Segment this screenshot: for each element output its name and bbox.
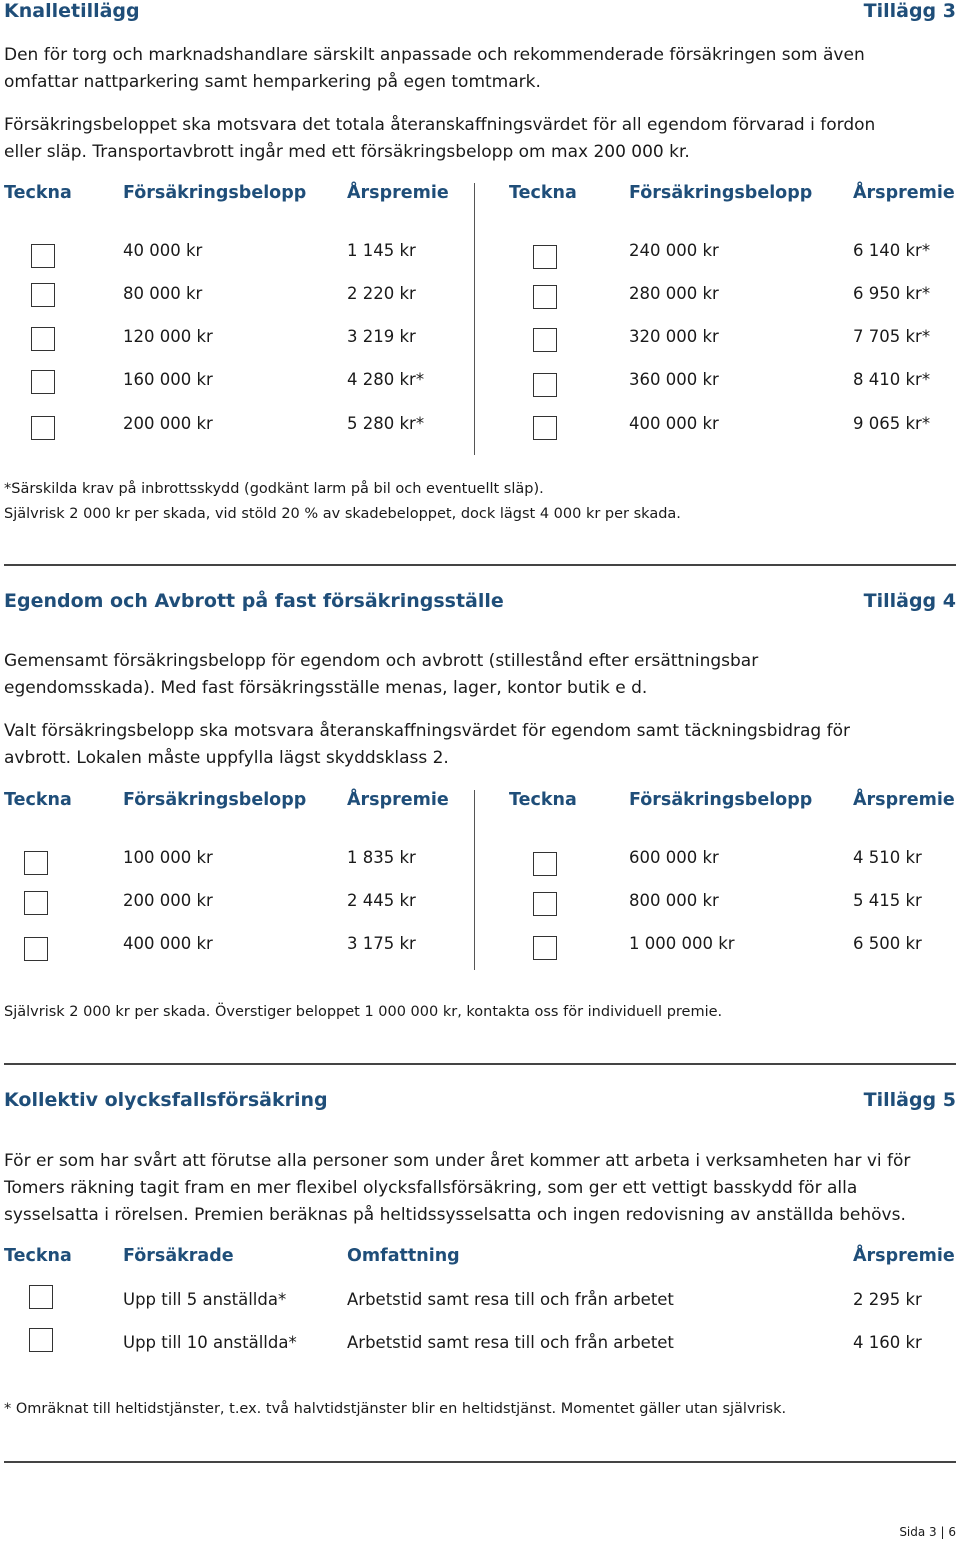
section-tag: Tillägg 5 bbox=[863, 1089, 956, 1111]
amount-cell: 400 000 kr bbox=[123, 934, 213, 953]
checkbox[interactable] bbox=[31, 370, 55, 394]
premium-cell: 1 835 kr bbox=[347, 848, 416, 867]
checkbox[interactable] bbox=[31, 416, 55, 440]
amount-cell: 40 000 kr bbox=[123, 241, 203, 260]
checkbox[interactable] bbox=[24, 891, 48, 915]
page-number: Sida 3 | 6 bbox=[899, 1525, 956, 1539]
premium-cell: 4 280 kr* bbox=[347, 370, 425, 389]
column-divider bbox=[474, 790, 475, 970]
premium-cell: 5 280 kr* bbox=[347, 414, 425, 433]
premium-cell: 2 295 kr bbox=[853, 1290, 922, 1309]
column-header: Omfattning bbox=[347, 1246, 460, 1266]
column-header: Försäkringsbelopp bbox=[123, 183, 307, 203]
premium-cell: 3 175 kr bbox=[347, 934, 416, 953]
footnote: Självrisk 2 000 kr per skada, vid stöld 20 % av skadebeloppet, dock lägst 4 000 kr per skada. bbox=[4, 506, 681, 522]
checkbox[interactable] bbox=[533, 328, 557, 352]
coverage-cell: Arbetstid samt resa till och från arbetet bbox=[347, 1290, 674, 1309]
amount-cell: 240 000 kr bbox=[629, 241, 719, 260]
checkbox[interactable] bbox=[533, 245, 557, 269]
column-header: Försäkringsbelopp bbox=[123, 790, 307, 810]
amount-cell: 200 000 kr bbox=[123, 891, 213, 910]
column-header: Årspremie bbox=[347, 183, 449, 203]
amount-cell: 200 000 kr bbox=[123, 414, 213, 433]
paragraph-line: För er som har svårt att förutse alla personer som under året kommer att arbeta i verksamheten har vi för bbox=[4, 1151, 911, 1171]
paragraph-line: Gemensamt försäkringsbelopp för egendom och avbrott (stillestånd efter ersättningsbar bbox=[4, 651, 759, 671]
premium-cell: 2 445 kr bbox=[347, 891, 416, 910]
premium-cell: 2 220 kr bbox=[347, 284, 416, 303]
paragraph-line: omfattar nattparkering samt hemparkering på egen tomtmark. bbox=[4, 72, 541, 92]
amount-cell: 100 000 kr bbox=[123, 848, 213, 867]
amount-cell: 360 000 kr bbox=[629, 370, 719, 389]
premium-cell: 5 415 kr bbox=[853, 891, 922, 910]
paragraph-line: Försäkringsbeloppet ska motsvara det totala återanskaffningsvärdet för all egendom förvarad i fordon bbox=[4, 115, 876, 135]
checkbox[interactable] bbox=[29, 1285, 53, 1309]
section-title: Kollektiv olycksfallsförsäkring bbox=[4, 1089, 328, 1111]
amount-cell: 320 000 kr bbox=[629, 327, 719, 346]
premium-cell: 7 705 kr* bbox=[853, 327, 931, 346]
checkbox[interactable] bbox=[24, 937, 48, 961]
premium-cell: 4 510 kr bbox=[853, 848, 922, 867]
checkbox[interactable] bbox=[31, 327, 55, 351]
insured-cell: Upp till 10 anställda* bbox=[123, 1333, 297, 1352]
premium-cell: 4 160 kr bbox=[853, 1333, 922, 1352]
premium-cell: 8 410 kr* bbox=[853, 370, 931, 389]
column-header: Årspremie bbox=[347, 790, 449, 810]
section-divider bbox=[4, 1063, 956, 1065]
checkbox[interactable] bbox=[533, 852, 557, 876]
premium-cell: 1 145 kr bbox=[347, 241, 416, 260]
paragraph-line: Den för torg och marknadshandlare särskilt anpassade och rekommenderade försäkringen som även bbox=[4, 45, 865, 65]
checkbox[interactable] bbox=[533, 285, 557, 309]
amount-cell: 160 000 kr bbox=[123, 370, 213, 389]
paragraph-line: egendomsskada). Med fast försäkringsställe menas, lager, kontor butik e d. bbox=[4, 678, 648, 698]
checkbox[interactable] bbox=[24, 851, 48, 875]
column-header: Årspremie bbox=[853, 790, 955, 810]
column-header: Årspremie bbox=[853, 1246, 955, 1266]
checkbox[interactable] bbox=[31, 244, 55, 268]
footnote: *Särskilda krav på inbrottsskydd (godkänt larm på bil och eventuellt släp). bbox=[4, 481, 544, 497]
column-header: Teckna bbox=[4, 183, 72, 203]
checkbox[interactable] bbox=[31, 283, 55, 307]
premium-cell: 6 500 kr bbox=[853, 934, 922, 953]
column-header: Försäkrade bbox=[123, 1246, 234, 1266]
paragraph-line: Tomers räkning tagit fram en mer flexibel olycksfallsförsäkring, som ger ett vettigt basskydd för alla bbox=[4, 1178, 858, 1198]
premium-cell: 9 065 kr* bbox=[853, 414, 931, 433]
footnote: * Omräknat till heltidstjänster, t.ex. två halvtidstjänster blir en heltidstjänst. Momentet gäller utan självrisk. bbox=[4, 1401, 787, 1417]
column-header: Teckna bbox=[509, 183, 577, 203]
paragraph-line: sysselsatta i rörelsen. Premien beräknas på heltidssysselsatta och ingen redovisning av anställda behövs. bbox=[4, 1205, 906, 1225]
column-header: Teckna bbox=[4, 790, 72, 810]
column-header: Försäkringsbelopp bbox=[629, 183, 813, 203]
checkbox[interactable] bbox=[533, 892, 557, 916]
checkbox[interactable] bbox=[29, 1328, 53, 1352]
amount-cell: 800 000 kr bbox=[629, 891, 719, 910]
column-header: Teckna bbox=[4, 1246, 72, 1266]
section-title: Egendom och Avbrott på fast försäkringsställe bbox=[4, 590, 504, 612]
premium-cell: 3 219 kr bbox=[347, 327, 416, 346]
insured-cell: Upp till 5 anställda* bbox=[123, 1290, 287, 1309]
amount-cell: 120 000 kr bbox=[123, 327, 213, 346]
amount-cell: 600 000 kr bbox=[629, 848, 719, 867]
section-tag: Tillägg 3 bbox=[863, 0, 956, 22]
column-divider bbox=[474, 183, 475, 455]
section-divider bbox=[4, 1461, 956, 1463]
amount-cell: 1 000 000 kr bbox=[629, 934, 735, 953]
premium-cell: 6 950 kr* bbox=[853, 284, 931, 303]
paragraph-line: avbrott. Lokalen måste uppfylla lägst skyddsklass 2. bbox=[4, 748, 449, 768]
paragraph-line: Valt försäkringsbelopp ska motsvara återanskaffningsvärdet för egendom samt täckningsbidrag för bbox=[4, 721, 850, 741]
checkbox[interactable] bbox=[533, 373, 557, 397]
amount-cell: 280 000 kr bbox=[629, 284, 719, 303]
checkbox[interactable] bbox=[533, 416, 557, 440]
column-header: Försäkringsbelopp bbox=[629, 790, 813, 810]
column-header: Årspremie bbox=[853, 183, 955, 203]
footnote: Självrisk 2 000 kr per skada. Överstiger beloppet 1 000 000 kr, kontakta oss för individuell premie. bbox=[4, 1004, 723, 1020]
checkbox[interactable] bbox=[533, 936, 557, 960]
amount-cell: 80 000 kr bbox=[123, 284, 203, 303]
premium-cell: 6 140 kr* bbox=[853, 241, 931, 260]
paragraph-line: eller släp. Transportavbrott ingår med ett försäkringsbelopp om max 200 000 kr. bbox=[4, 142, 690, 162]
coverage-cell: Arbetstid samt resa till och från arbetet bbox=[347, 1333, 674, 1352]
amount-cell: 400 000 kr bbox=[629, 414, 719, 433]
section-tag: Tillägg 4 bbox=[863, 590, 956, 612]
section-divider bbox=[4, 564, 956, 566]
section-title: Knalletillägg bbox=[4, 0, 140, 22]
column-header: Teckna bbox=[509, 790, 577, 810]
